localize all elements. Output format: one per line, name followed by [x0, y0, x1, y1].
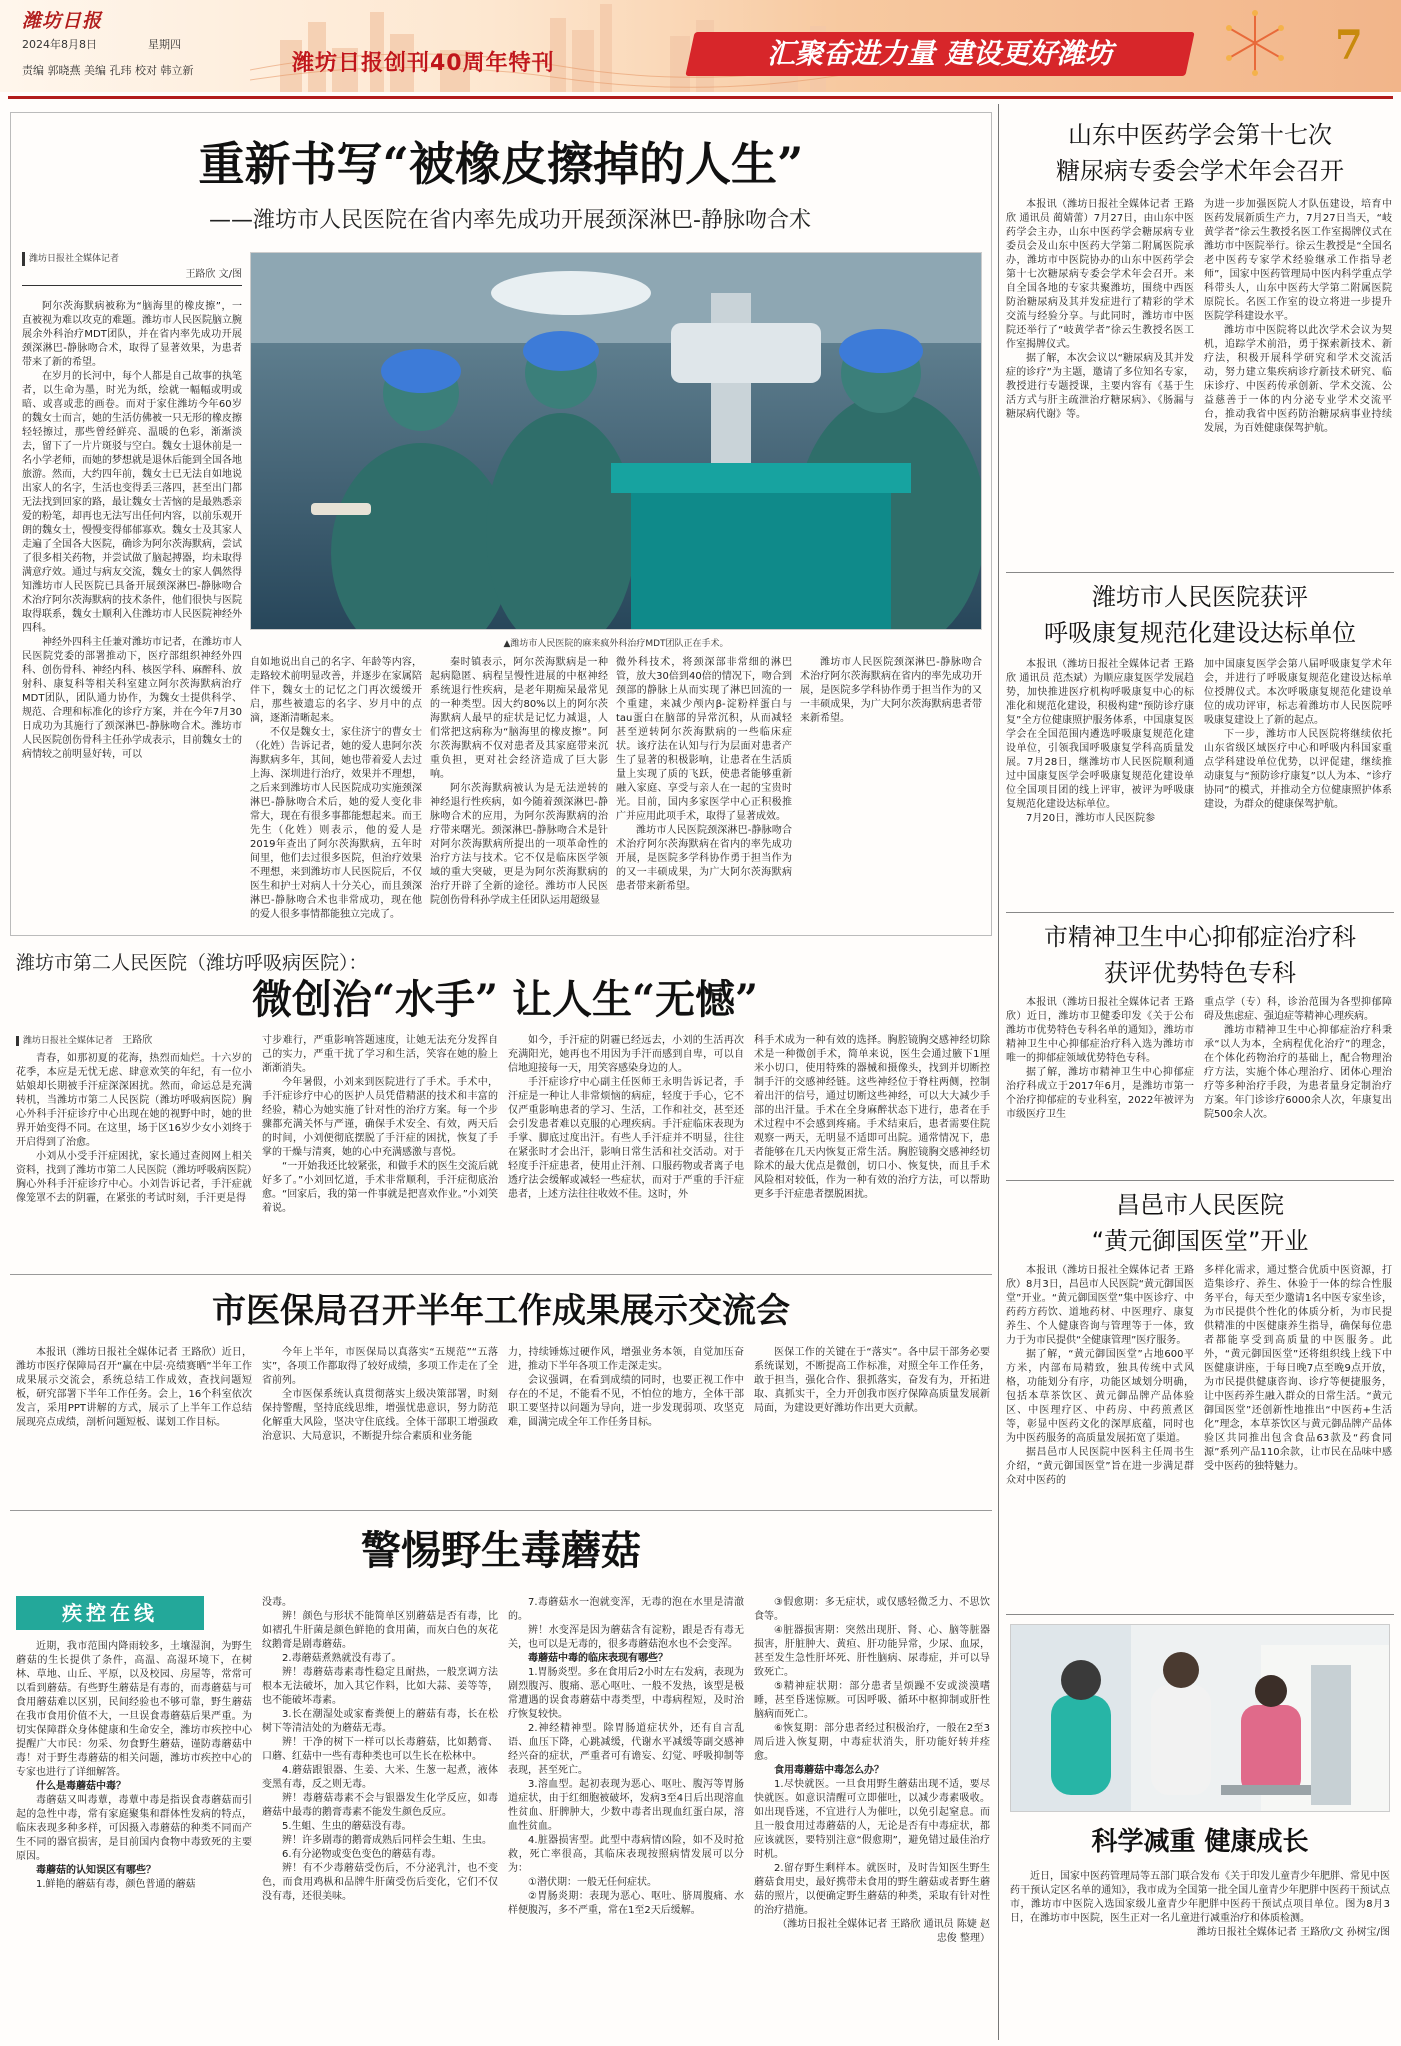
paragraph: 神经外四科主任兼对潍坊市记者，在潍坊市人民医院党委的部署推动下，医疗部组织神经外四科、创伤骨科、神经内科、核医学科、麻醉科、放射科、康复科等相关科室建立阿尔茨海默病治疗MDT团队，团队通力协作，为魏女士提供科学、规范、合理和标准化的诊疗方案，并在今年7月30日成功为其施行了颈深淋巴-静脉吻合术。潍坊市人民医院创伤骨科主任孙学成表示，目前魏女士的病情较之前明显好转，可以	[22, 637, 242, 760]
paragraph: 今年暑假，小刘来到医院进行了手术。手术中，手汗症诊疗中心的医护人员凭借精湛的技术和丰富的经验，精心为她实施了针对性的治疗方案。每一个步骤都充满关怀与严谨，确保手术安全、有效，两天后的时间，小刘便彻底摆脱了手汗症的困扰，恢复了手掌的干燥与清爽，她的心中充满感激与喜悦。	[262, 1077, 498, 1158]
paragraph: 秦时镇表示，阿尔茨海默病是一种起病隐匿、病程呈慢性进展的中枢神经系统退行性疾病，是老年期痴呆最常见的一种类型。因大约80%以上的阿尔茨海默病人最早的症状是记忆力减退，人们常把这病称为“脑海里的橡皮擦”。阿尔茨海默病不仅对患者及其家庭带来沉重负担，更对社会经济造成了巨大影响。	[430, 657, 608, 780]
page-number: 7	[1335, 22, 1363, 69]
credit: （潍坊日报社全媒体记者 王路欣 通讯员 陈婕 赵忠俊 整理）	[777, 1919, 990, 1944]
right2-col-1	[1006, 658, 1194, 908]
subheading: 毒蘑菇的认知误区有哪些？	[36, 1865, 156, 1876]
story2-col-3	[508, 1034, 744, 1266]
paragraph: 本报讯（潍坊日报社全媒体记者 王路欣）8月3日，昌邑市人民医院“黄元御国医堂”开业。“黄元御国医堂”集中医诊疗、中药药方药饮、道地药材、中医理疗、康复养生、个人健康咨询与管理等于一体，致力于为市民提供“全健康管理”医疗服务。	[1006, 1265, 1194, 1346]
right2-headline-line2: 呼吸康复规范化建设达标单位	[1044, 619, 1356, 647]
paragraph: ④脏器损害期：突然出现肝、肾、心、脑等脏器损害，肝脏肿大、黄疸、肝功能异常，少尿、血尿，甚至发生急性肝坏死、肝性脑病、尿毒症，并可以导致死亡。	[754, 1625, 990, 1678]
paragraph: 加中国康复医学会第八届呼吸康复学术年会，并进行了呼吸康复规范化建设达标单位授牌仪式。本次呼吸康复规范化建设单位的成功评审，标志着潍坊市人民医院呼吸康复建设上了新的起点。	[1204, 659, 1392, 726]
paragraph: 本报讯（潍坊日报社全媒体记者 王路欣 通讯员 范杰斌）为顺应康复医学发展趋势，加快推进医疗机构呼吸康复中心的标准化和规范化建设，积极构建“预防诊疗康复”全方位健康照护服务体系，中国康复医学会在全国范围内遴选呼吸康复规范化建设单位，引领我国呼吸康复学科高质量发展。7月28日，继潍坊市人民医院顺利通过中国康复医学会呼吸康复规范化建设单位全国项目团的线上评审，被评为呼吸康复规范化建设达标单位。	[1006, 659, 1194, 810]
right2-headline-line1: 潍坊市人民医院获评	[1092, 583, 1308, 611]
author-credit: 王路欣 文/图	[185, 269, 242, 280]
paragraph: 4.脏器损害型。此型中毒病情凶险，如不及时抢救，死亡率很高，其临床表现按照病情发展可以分为：	[508, 1835, 744, 1874]
right1-headline-line1: 山东中医药学会第十七次	[1068, 121, 1332, 149]
paragraph: 潍坊市人民医院颈深淋巴-静脉吻合术治疗阿尔茨海默病在省内的率先成功开展，是医院多学科协作勇于担当作为的又一丰硕成果，为广大阿尔茨海默病患者带来新希望。	[800, 657, 982, 724]
weight-check-illustration	[1011, 1625, 1390, 1812]
paragraph: 在岁月的长河中，每个人都是自己故事的执笔者，以生命为墨，时光为纸，绘就一幅幅或明或暗、或喜或悲的画卷。而对于家住潍坊今年60岁的魏女士而言，她的生活仿佛被一只无形的橡皮擦轻轻擦过，那些曾经鲜亮、温暖的色彩，渐渐淡去，留下了一片片斑驳与空白。魏女士退休前是一名小学老师，而她的梦想就是退休后能到全国各地旅游。然而，大约四年前，魏女士已无法自如地说出家人的名字，生活也变得丢三落四，甚至出门都无法找到回家的路，最让魏女士苦恼的是最熟悉亲爱的粉笔，却再也无法写出任何内容，以前乐观开朗的魏女士，慢慢变得郁郁寡欢。魏女士及其家人走遍了全国各大医院，确诊为阿尔茨海默病，尝试了很多相关药物，并尝试做了脑起搏器，均未取得满意疗效。通过与病友交流，魏女士的家人偶然得知潍坊市人民医院已具备开展颈深淋巴-静脉吻合术治疗阿尔茨海默病的技术条件，他们很快与医院取得联系，魏女士顺利入住潍坊市人民医院神经外四科。	[22, 371, 242, 634]
paragraph: 2.毒蘑菇煮熟就没有毒了。	[282, 1653, 402, 1664]
masthead-divider	[8, 96, 1393, 99]
story4-col-1	[16, 1640, 252, 2040]
paragraph: 多样化需求，通过整合优质中医资源，打造集诊疗、养生、休验于一体的综合性服务平台，每天至少邀请1名中医专家坐诊，为市民提供个性化的体质分析，为市民提供精准的中医健康养生指导，确保每位患者都能享受到高质量的中医服务。此外，“黄元御国医堂”还将组织线上线下中医健康讲座，于每日晚7点至晚9点开放，为市民提供健康咨询、诊疗等便捷服务，让中医药养生融入群众的日常生活。“黄元御国医堂”还创新性地推出“中医药+生活化”理念，本草茶饮区与黄元御品牌产品体验区共同推出包含食品63款及“药食同源”系列产品110余款，让市民在品味中感受中医药的独特魅力。	[1204, 1265, 1392, 1472]
fireworks-icon	[1220, 8, 1290, 78]
paragraph: 辨！有不少毒蘑菇受伤后，不分泌乳汁，也不变色，而食用鸡枞和品牌牛肝菌受伤后变化，它们不仅没有毒，还很美味。	[262, 1863, 498, 1902]
right3-headline-line1: 市精神卫生中心抑郁症治疗科	[1044, 923, 1356, 951]
story2-kicker: 潍坊市第二人民医院（潍坊呼吸病医院）：	[16, 952, 368, 974]
paragraph: 科手术成为一种有效的选择。胸腔镜胸交感神经切除术是一种微创手术，简单来说，医生会通过腋下1厘米小切口，使用特殊的器械和摄像头，找到并切断控制手汗的交感神经链。这些神经位于脊柱两侧，控制着出汗的信号，通过切断这些神经，可以大大减少手部的出汗量。手术在全身麻醉状态下进行，患者在手术过程中不会感到疼痛。手术结束后，患者需要住院观察一两天，无明显不适即可出院。通常情况下，患者能够在几天内恢复正常生活。胸腔镜胸交感神经切除术的最大优点是微创，切口小、恢复快，而且手术风险相对较低，作为一种有效的治疗方法，可以帮助更多手汗症患者摆脱困扰。	[754, 1035, 990, 1200]
paragraph: 医保工作的关键在于“落实”。各中层干部务必要系统谋划，不断提高工作标准，对照全年工作任务，敢于担当，强化合作、狠抓落实，奋发有为，开拓进取、真抓实干，全力开创我市医疗保障高质量发展新局面，为建设更好潍坊作出更大贡献。	[754, 1347, 990, 1414]
weight-check-photo	[1010, 1624, 1390, 1812]
paragraph: 会议强调，在看到成绩的同时，也要正视工作中存在的不足，不能看不见，不怕位的地方，全体干部职工要坚持以问题为导向，进一步发现弱项、攻坚克难，圆满完成全年工作任务目标。	[508, 1375, 744, 1428]
right3-col-2	[1204, 996, 1392, 1176]
surgery-photo-illustration	[251, 253, 982, 630]
story3-col-4	[754, 1346, 990, 1504]
section-divider	[998, 104, 999, 2040]
paragraph: ③假愈期：多无症状，或仅感轻微乏力、不思饮食等。	[754, 1597, 990, 1622]
story2-col-1	[16, 1052, 252, 1266]
paragraph: 寸步难行，严重影响答题速度，让她无法充分发挥自己的实力，严重干扰了学习和生活，笑容在她的脸上渐渐消失。	[262, 1035, 498, 1074]
paragraph: 本报讯（潍坊日报社全媒体记者 王路欣）近日，潍坊市卫健委印发《关于公布潍坊市优势特色专科名单的通知》，潍坊市精神卫生中心抑郁症治疗科入选为潍坊市唯一的抑郁症领域优势特色专科。	[1006, 997, 1194, 1064]
main-subheadline: ——潍坊市人民医院在省内率先成功开展颈深淋巴-静脉吻合术	[209, 208, 811, 233]
paragraph: 下一步，潍坊市人民医院将继续依托山东省级区域医疗中心和呼吸内科国家重点学科建设单位优势，以评促建，继续推动康复与“预防诊疗康复”以人为本、“诊疗协同”的模式，并推动全方位健康照护体系建设，为群众的健康保驾护航。	[1204, 729, 1392, 810]
right3-headline-line2: 获评优势特色专科	[1104, 959, 1296, 987]
paragraph: ⑥恢复期：部分患者经过积极治疗，一般在2至3周后进入恢复期，中毒症状消失，肝功能好转并痊愈。	[754, 1723, 990, 1762]
right4-col-2	[1204, 1264, 1392, 1608]
story4-headline: 警惕野生毒蘑菇	[361, 1528, 641, 1574]
story2-divider	[10, 1274, 992, 1275]
right2-divider	[1006, 912, 1394, 913]
editor-credits: 责编 郭晓燕 美编 孔玮 校对 韩立新	[22, 64, 194, 77]
paragraph: 毒蘑菇又叫毒蕈，毒蕈中毒是指误食毒蘑菇而引起的急性中毒，常有家庭聚集和群体性发病的特点，临床表现多种多样，可因摄入毒蘑菇的种类不同而产生不同的器官损害，是目前国内食物中毒致死的主要原因。	[16, 1795, 252, 1862]
paragraph: 潍坊市中医院将以此次学术会议为契机，追踪学术前沿，勇于探索新技术、新疗法，积极开展科学研究和学术交流活动，努力建立集疾病诊疗新技术研究、临床诊疗、中医药传承创新、学术交流、公益慈善于一体的内分泌专业学术交流平台，推动我省中医药防治糖尿病事业持续发展，为百姓健康保驾护航。	[1204, 325, 1392, 434]
paragraph: 重点学（专）科，诊治范围为各型抑郁障碍及焦虑症、强迫症等精神心理疾病。	[1204, 997, 1392, 1022]
story3-col-3	[508, 1346, 744, 1504]
right1-col-1	[1006, 198, 1194, 566]
paragraph: 辨！许多剧毒的鹅膏成熟后同样会生蛆、生虫。	[282, 1835, 492, 1846]
paragraph: 力，持续锤炼过硬作风，增强业务本领，自觉加压奋进，推动下半年各项工作走深走实。	[508, 1347, 744, 1372]
story2-col-2	[262, 1034, 498, 1266]
paragraph: 1.尽快就医。一旦食用野生蘑菇出现不适，要尽快就医。如意识清醒可立即催吐，以减少毒素吸收。如出现昏迷，不宜进行人为催吐，以免引起窒息。而且一般食用过毒蘑菇的人，无论是否有中毒症状，都应该就医，要特别注意“假愈期”，避免错过最佳治疗时机。	[754, 1779, 990, 1860]
main-col-2	[250, 656, 422, 928]
paragraph: 小刘从小受手汗症困扰，家长通过查阅网上相关资料，找到了潍坊市第二人民医院（潍坊呼吸病医院）胸心外科手汗症诊疗中心。小刘告诉记者，手汗症就像笼罩不去的阴霾，在紧张的考试时刻，手汗更是得	[16, 1151, 252, 1204]
story4-col-3	[508, 1596, 744, 2040]
story2-headline: 微创治“水手” 让人生“无憾”	[252, 976, 758, 1023]
paragraph: 5.生蛆、生虫的蘑菇没有毒。	[282, 1821, 412, 1832]
author-credit: 王路欣	[122, 1035, 153, 1046]
issue-date: 2024年8月8日	[22, 38, 97, 51]
right4-divider	[1006, 1614, 1394, 1615]
paragraph: 1.胃肠炎型。多在食用后2小时左右发病，表现为剧烈腹泻、腹痛、恶心呕吐、一般不发热，该型是极常遭遇的误食毒蘑菇中毒类型，中毒病程短，及时治疗恢复较快。	[508, 1667, 744, 1720]
paragraph: 本报讯（潍坊日报社全媒体记者 王路欣 通讯员 蔺婧蕾）7月27日，由山东中医药学会主办，山东中医药学会糖尿病专业委员会及山东中医药大学第二附属医院承办，潍坊市中医院协办的山东中医药学会第十七次糖尿病专委会学术年会召开。来自全国各地的专家共聚潍坊，围绕中西医防治糖尿病及其并发症进行了精彩的学术交流与经验分享。与此同时，潍坊市中医院还举行了“岐黄学者”徐云生教授名医工作室揭牌仪式。	[1006, 199, 1194, 350]
main-col-1	[22, 300, 242, 926]
special-edition-title: 潍坊日报创刊40周年特刊	[292, 51, 555, 76]
paragraph: 本报讯（潍坊日报社全媒体记者 王路欣）近日，潍坊市医疗保障局召开“赢在中层·亮绩赛晒”半年工作成果展示交流会，系统总结工作成效，查找问题短板，研究部署下半年工作任务。会上，16个科室依次发言，采用PPT讲解的方式，展示了上半年工作总结展现亮点成绩，剖析问题短板、谋划工作目标。	[16, 1347, 252, 1428]
subheading: 什么是毒蘑菇中毒？	[36, 1781, 126, 1792]
issue-weekday: 星期四	[148, 38, 181, 51]
photo-credit: 潍坊日报社全媒体记者 王路欣/文 孙树宝/图	[1196, 1927, 1390, 1938]
paragraph: 今年上半年，市医保局以真落实“五规范”“五落实”，各项工作都取得了较好成绩，多项工作走在了全省前列。	[262, 1347, 498, 1386]
paragraph: 自如地说出自己的名字、年龄等内容，走路较术前明显改善，并逐步在家属陪伴下，魏女士的记忆之门再次缓缓开启，那些被遗忘的名字、岁月中的点滴，逐渐清晰起来。	[250, 657, 422, 724]
right2-col-2	[1204, 658, 1392, 908]
paragraph: 据了解，“黄元御国医堂”占地600平方米，内部布局精致，独具传统中式风格，功能划分有序，功能区域划分明确，包括本草茶饮区、黄元御品牌产品体验区、中医理疗区、中药房、中药煎煮区等，彰显中医药文化的深厚底蕴，同时也为中医药服务的高质量发展拓宽了渠道。	[1006, 1349, 1194, 1444]
main-col-3	[430, 656, 608, 928]
right1-headline-line2: 糖尿病专委会学术年会召开	[1056, 157, 1344, 185]
masthead	[0, 0, 1401, 92]
main-byline	[22, 252, 242, 286]
right4-col-1	[1006, 1264, 1194, 1608]
main-headline: 重新书写“被橡皮擦掉的人生”	[198, 137, 804, 191]
right4-headline-line1: 昌邑市人民医院	[1116, 1191, 1284, 1219]
right5-headline: 科学减重 健康成长	[1091, 1827, 1309, 1857]
paper-logo: 潍坊日报	[22, 10, 103, 32]
paragraph: 2.神经精神型。除胃肠道症状外，还有自言乱语、血压下降，心跳减缓，代谢水平减缓等副交感神经兴奋的症状，严重者可有谵妄、幻觉、呼吸抑制等表现，甚至死亡。	[508, 1723, 744, 1776]
paragraph: 青春，如那初夏的花海，热烈而灿烂。十六岁的花季，本应是无忧无虑、肆意欢笑的年纪，有一位小姑娘却长期被手汗症深深困扰。然而，命运总是充满转机，当潍坊市第二人民医院（潍坊呼吸病医院）胸心外科手汗症诊疗中心出现在她的视野中时，她的世界开始变得不同。在这里，场于区16岁少女小刘终于开启得到了治愈。	[16, 1053, 252, 1148]
subheading: 毒蘑菇中毒的临床表现有哪些？	[528, 1653, 668, 1664]
photo-caption-text: 近日，国家中医药管理局等五部门联合发布《关于印发儿童青少年肥胖、常见中医药干预认定区名单的通知》，我市成为全国第一批全国儿童青少年肥胖中医药干预试点市，潍坊市中医院入选国家级儿童青少年肥胖中医药干预试点项目单位。图为8月3日，在潍坊市中医院，医生正对一名儿童进行减重治疗和体质检测。	[1010, 1871, 1390, 1924]
paragraph: 辨！干净的树下一样可以长毒蘑菇，比如鹅膏、口蘑、红菇中一些有毒种类也可以生长在松林中。	[262, 1737, 498, 1762]
paragraph: 7月20日，潍坊市人民医院参	[1026, 813, 1156, 824]
story2-byline	[16, 1034, 256, 1048]
paragraph: 手汗症诊疗中心副主任医师王永明告诉记者，手汗症是一种让人非常烦恼的病症，轻度于手心，它不仅严重影响患者的学习、生活，工作和社交，甚至还会引发患者难以克服的心理疾病。手汗症临床表现为手掌、脚底过度出汗。有些人手汗症并不明显，往往在紧张时才会出汗，影响日常生活和社交活动。对于轻度手汗症患者，使用止汗剂、口服药物或者离子电透疗法会缓解或减轻一些症状，而对于严重的手汗症患者，上述方法往往收效不佳。这时，外	[508, 1077, 744, 1200]
paragraph: ②胃肠炎期：表现为恶心、呕吐、脐周腹痛、水样便腹泻，多不严重，常在1至2天后缓解。	[508, 1891, 744, 1916]
main-col-4	[616, 656, 792, 928]
paragraph: 7.毒蘑菇水一泡就变浑，无毒的泡在水里是清澈的。	[508, 1597, 744, 1622]
paragraph: 没毒。	[262, 1597, 292, 1608]
paragraph: 全市医保系统认真贯彻落实上级决策部署，时刻保持警醒，坚持底线思维，增强忧患意识，努力防范化解重大风险，坚决守住底线。全体干部职工增强政治意识、大局意识，不断提升综合素质和业务能	[262, 1389, 498, 1442]
paragraph: 据了解，潍坊市精神卫生中心抑郁症治疗科成立于2017年6月，是潍坊市第一个治疗抑郁症的专业科室，2022年被评为市级医疗卫生	[1006, 1067, 1194, 1120]
subheading: 食用毒蘑菇中毒怎么办？	[774, 1765, 884, 1776]
paragraph: 据了解，本次会议以“糖尿病及其并发症的诊疗”为主题，邀请了多位知名专家，教授进行专题授课，主要内容有《基于生活方式与肝主疏泄治疗糖尿病》、《肠漏与糖尿病代谢》等。	[1006, 353, 1194, 420]
paragraph: 3.长在潮湿处或家畜粪便上的蘑菇有毒，长在松树下等清洁处的为蘑菇无毒。	[262, 1709, 498, 1734]
right3-col-1	[1006, 996, 1194, 1176]
paragraph: “一开始我还比较紧张，和做手术的医生交流后就好多了。”小刘回忆道，手术非常顺利，手汗症彻底治愈。“回家后，我的第一件事就是把喜欢作业。”小刘笑着说。	[262, 1161, 498, 1214]
story3-headline: 市医保局召开半年工作成果展示交流会	[212, 1291, 790, 1331]
column-label: 疾控在线	[62, 1601, 158, 1625]
camera-icon: ▲	[503, 639, 511, 649]
photo-caption-text: 潍坊市人民医院的麻来疯外科治疗MDT团队正在手术。	[510, 639, 729, 649]
paragraph: 潍坊市人民医院颈深淋巴-静脉吻合术治疗阿尔茨海默病在省内的率先成功开展，是医院多学科协作勇于担当作为的又一丰硕成果，为广大阿尔茨海默病患者带来新希望。	[616, 825, 792, 892]
paragraph: ①潜伏期：一般无任何症状。	[528, 1877, 657, 1888]
story3-col-2	[262, 1346, 498, 1504]
source-tag: 潍坊日报社全媒体记者	[16, 1036, 113, 1046]
paragraph: 辨！水变浑是因为蘑菇含有淀粉，跟是否有毒无关，也可以是无毒的，很多毒蘑菇泡水也不会变浑。	[508, 1625, 744, 1650]
right4-headline-line2: “黄元御国医堂”开业	[1091, 1227, 1309, 1255]
right1-divider	[1006, 572, 1394, 573]
paragraph: 1.鲜艳的蘑菇有毒，颜色普通的蘑菇	[36, 1879, 196, 1890]
source-tag: 潍坊日报社全媒体记者	[22, 252, 242, 266]
paragraph: 为进一步加强医院人才队伍建设，培育中医药发展新质生产力，7月27日当天，“岐黄学者”徐云生教授名医工作室揭牌仪式在潍坊市中医院举行。徐云生教授是“全国名老中医药专家学术经验继承工作指导老师”，国家中医药管理局中医内科学重点学科带头人，山东中医药大学第二附属医院原院长。名医工作室的设立将进一步提升医院学科建设水平。	[1204, 199, 1392, 322]
story3-col-1	[16, 1346, 252, 1504]
story3-divider	[10, 1510, 992, 1511]
photo-caption	[250, 636, 982, 649]
story4-col-2	[262, 1596, 498, 2040]
paragraph: 6.有分泌物或变色变色的蘑菇有毒。	[282, 1849, 442, 1860]
story4-col-4	[754, 1596, 990, 2040]
paragraph: 微外科技术，将颈深部非常细的淋巴管，放大30倍到40倍的情况下，吻合到颈部的静脉上从而实现了淋巴回流的一个重建，来减少颅内β-淀粉样蛋白与tau蛋白在脑部的异常沉积，从而减轻甚至逆转阿尔茨海默病的一些临床症状。该疗法在认知与行为层面对患者产生了显著的积极影响，让患者在生活质量上实现了质的飞跃，使患者能够重新融入家庭、享受与亲人在一起的宝贵时光。目前，国内多家医学中心正积极推广并应用此项手术，取得了显著成效。	[616, 657, 792, 822]
paragraph: 辨！毒蘑菇毒素毒性稳定且耐热，一般烹调方法根本无法破坏，加入其它作料，比如大蒜、姜等等，也不能破坏毒素。	[262, 1667, 498, 1706]
slogan-text: 汇聚奋进力量 建设更好潍坊	[767, 37, 1113, 70]
paragraph: 近期，我市范围内降雨较多，土壤湿润，为野生蘑菇的生长提供了条件，高温、高湿环境下，在树林、草地、山丘、平原，以及校园、房屋等，常常可以看到蘑菇。有些野生蘑菇是有毒的，而毒蘑菇与可食用蘑菇难以区别，民间经验也不够可靠，野生蘑菇在我市食用价值不大，一旦误食毒蘑菇后果严重。为切实保障群众身体健康和生命安全，潍坊市疾控中心提醒广大市民：勿采、勿食野生蘑菇，谨防毒蘑菇中毒！对于野生毒蘑菇的相关问题，潍坊市疾控中心的专家也进行了详细解答。	[16, 1641, 252, 1778]
paragraph: 如今，手汗症的阴霾已经远去，小刘的生活再次充满阳光，她再也不用因为手汗而感到自卑，可以自信地迎接每一天，用笑容感染身边的人。	[508, 1035, 744, 1074]
paragraph: 阿尔茨海默病被称为“脑海里的橡皮擦”，一直被视为难以攻克的难题。潍坊市人民医院脑立腕展余外科治疗MDT团队，并在省内率先成功开展颈深淋巴-静脉吻合术，取得了显著效果，为患者带来了新的希望。	[22, 301, 242, 368]
paragraph: 辨！颜色与形状不能简单区别蘑菇是否有毒，比如褶孔牛肝菌是颜色鲜艳的食用菌，而灰白色的灰花纹鹅膏是剧毒蘑菇。	[262, 1611, 498, 1650]
paragraph: ⑤精神症状期：部分患者呈烦躁不安或淡漠嗜睡，甚至昏迷惊厥。可因呼吸、循环中枢抑制或肝性脑病而死亡。	[754, 1681, 990, 1720]
story2-col-4	[754, 1034, 990, 1266]
paragraph: 不仅是魏女士，家住济宁的曹女士（化姓）告诉记者，她的爱人患阿尔茨海默病多年，其间，她也带着爱人去过上海、深圳进行治疗，效果并不理想，之后来到潍坊市人民医院成功实施颈深淋巴-静脉吻合术后，她的爱人变化非常大，现在有很多事都能想起来。而王先生（化姓）则表示，他的爱人是2019年查出了阿尔茨海默病，五年时间里，他们去过很多医院，但治疗效果不理想，来到潍坊市人民医院后，不仅医生和护士对病人十分关心，而且颈深淋巴-静脉吻合术也非常成功，现在他的爱人很多事情都能独立完成了。	[250, 727, 422, 920]
paragraph: 3.溶血型。起初表现为恶心、呕吐、腹泻等胃肠道症状，由于红细胞被破坏，发病3至4日后出现溶血性贫血、肝脾肿大，少数中毒者出现血红蛋白尿，溶血性贫血。	[508, 1779, 744, 1832]
right5-caption	[1010, 1870, 1390, 2020]
paragraph: 2.留存野生剩样本。就医时，及时告知医生野生蘑菇食用史，最好携带未食用的野生蘑菇或者野生蘑菇的照片，以便确定野生蘑菇的种类，采取有针对性的治疗措施。	[754, 1863, 990, 1916]
paragraph: 据昌邑市人民医院中医科主任周书生介绍，“黄元御国医堂”旨在进一步满足群众对中医药的	[1006, 1447, 1194, 1486]
surgery-photo	[250, 252, 982, 630]
main-col-5	[800, 656, 982, 928]
paragraph: 潍坊市精神卫生中心抑郁症治疗科秉承“以人为本，全病程优化治疗”的理念，在个体化药物治疗的基础上，配合物理治疗方法，实施个体心理治疗、团体心理治疗等多种治疗手段，为患者量身定制治疗方案。年门诊诊疗6000余人次，年康复出院500余人次。	[1204, 1025, 1392, 1120]
right1-col-2	[1204, 198, 1392, 566]
paragraph: 4.蘑菇跟银器、生姜、大米、生葱一起煮，液体变黑有毒，反之则无毒。	[262, 1765, 498, 1790]
paragraph: 辨！毒蘑菇毒素不会与银器发生化学反应，如毒蘑菇中最毒的鹅膏毒素不能发生颜色反应。	[262, 1793, 498, 1818]
right3-divider	[1006, 1180, 1394, 1181]
paragraph: 阿尔茨海默病被认为是无法逆转的神经退行性疾病，如今随着颈深淋巴-静脉吻合术的应用，为阿尔茨海默病的治疗带来曙光。颈深淋巴-静脉吻合术是针对阿尔茨海默病所提出的一项革命性的治疗方法与技术。它不仅是临床医学领域的重大突破，更是为阿尔茨海默病的治疗开辟了全新的途径。潍坊市人民医院创伤骨科孙学成主任团队运用超级显	[430, 783, 608, 906]
